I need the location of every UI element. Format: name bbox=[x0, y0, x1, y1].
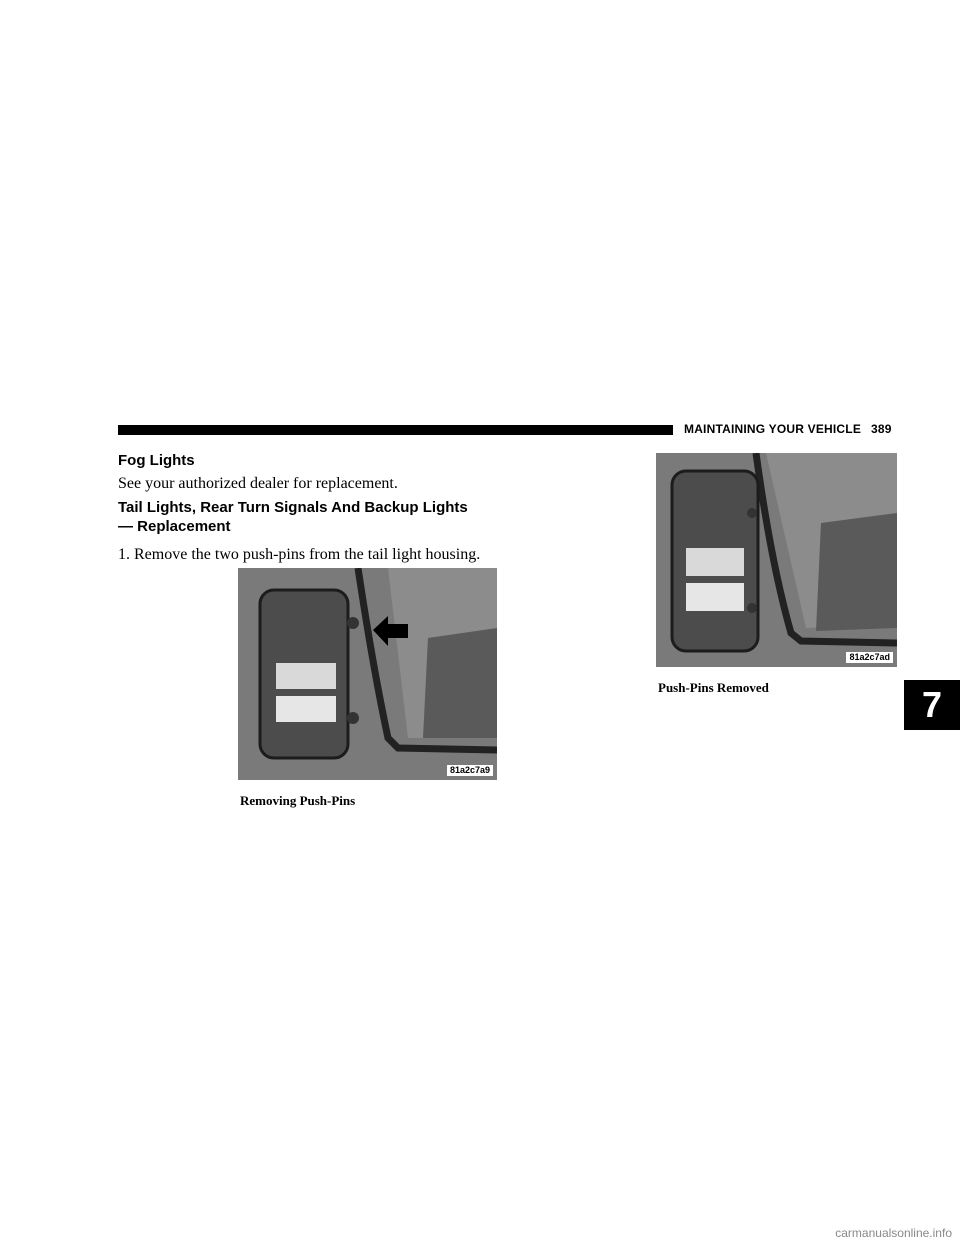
header-section-title: MAINTAINING YOUR VEHICLE bbox=[684, 422, 862, 436]
heading-tail-lights-line2: — Replacement bbox=[118, 518, 231, 535]
heading-tail-lights-line1: Tail Lights, Rear Turn Signals And Backup Lights bbox=[118, 499, 468, 516]
fog-lights-body: See your authorized dealer for replacement. bbox=[118, 475, 398, 492]
running-header bbox=[684, 422, 892, 436]
figure-code: 81a2c7a9 bbox=[447, 765, 493, 776]
header-rule bbox=[118, 425, 673, 435]
figure-caption: Removing Push-Pins bbox=[240, 793, 356, 808]
figure-caption: Push-Pins Removed bbox=[658, 680, 769, 695]
figure-removing-push-pins bbox=[238, 568, 497, 780]
chapter-tab: 7 bbox=[904, 680, 960, 730]
tail-light-illustration bbox=[238, 568, 497, 780]
tail-light-illustration bbox=[656, 453, 897, 667]
figure-push-pins-removed bbox=[656, 453, 897, 667]
footer-watermark: carmanualsonline.info bbox=[835, 1226, 952, 1240]
figure-code: 81a2c7ad bbox=[846, 652, 893, 663]
page-number: 389 bbox=[871, 422, 892, 436]
heading-fog-lights: Fog Lights bbox=[118, 452, 195, 469]
step-1-text: 1. Remove the two push-pins from the tail light housing. bbox=[118, 546, 481, 563]
